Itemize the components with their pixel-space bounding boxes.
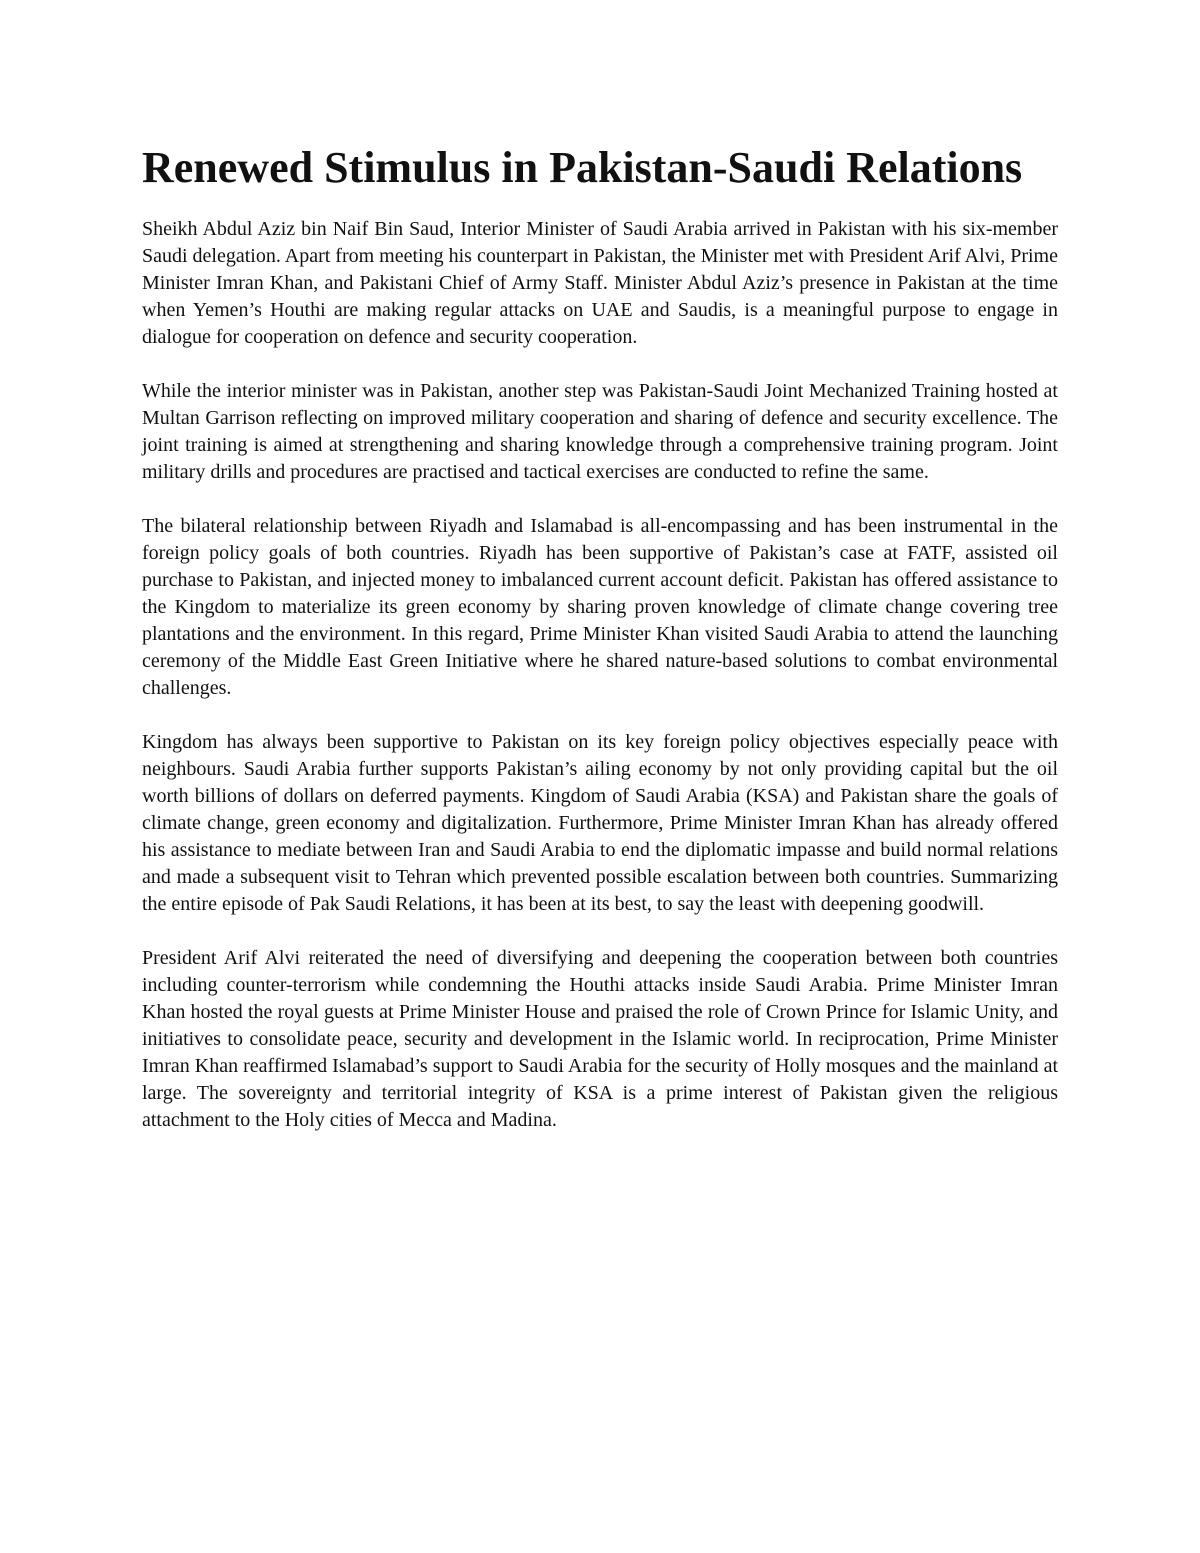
paragraph-3: The bilateral relationship between Riyadh and Islamabad is all-encompassing and has been instrumental in the foreign policy goals of both countries. Riyadh has been supportive of Pakistan’s case at FATF, assisted oil purchase to Pakistan, and injected money to imbalanced current account deficit. Pakistan has offered assistance to the Kingdom to materialize its green economy by sharing proven knowledge of climate change covering tree plantations and the environment. In this regard, Prime Minister Khan visited Saudi Arabia to attend the launching ceremony of the Middle East Green Initiative where he shared nature-based solutions to combat environmental challenges. [142, 515, 1058, 699]
paragraph-5: President Arif Alvi reiterated the need of diversifying and deepening the cooperation between both countries including counter-terrorism while condemning the Houthi attacks inside Saudi Arabia. Prime Minister Imran Khan hosted the royal guests at Prime Minister House and praised the role of Crown Prince for Islamic Unity, and initiatives to consolidate peace, security and development in the Islamic world. In reciprocation, Prime Minister Imran Khan reaffirmed Islamabad’s support to Saudi Arabia for the security of Holly mosques and the mainland at large. The sovereignty and territorial integrity of KSA is a prime interest of Pakistan given the religious attachment to the Holy cities of Mecca and Madina. [142, 947, 1058, 1131]
paragraph-2: While the interior minister was in Pakistan, another step was Pakistan-Saudi Joint Mechanized Training hosted at Multan Garrison reflecting on improved military cooperation and sharing of defence and security excellence. The joint training is aimed at strengthening and sharing knowledge through a comprehensive training program. Joint military drills and procedures are practised and tactical exercises are conducted to refine the same. [142, 380, 1058, 483]
paragraph-4: Kingdom has always been supportive to Pakistan on its key foreign policy objectives especially peace with neighbours. Saudi Arabia further supports Pakistan’s ailing economy by not only providing capital but the oil worth billions of dollars on deferred payments. Kingdom of Saudi Arabia (KSA) and Pakistan share the goals of climate change, green economy and digitalization. Furthermore, Prime Minister Imran Khan has already offered his assistance to mediate between Iran and Saudi Arabia to end the diplomatic impasse and build normal relations and made a subsequent visit to Tehran which prevented possible escalation between both countries. Summarizing the entire episode of Pak Saudi Relations, it has been at its best, to say the least with deepening goodwill. [142, 731, 1058, 915]
paragraph-1: Sheikh Abdul Aziz bin Naif Bin Saud, Interior Minister of Saudi Arabia arrived in Pakistan with his six-member Saudi delegation. Apart from meeting his counterpart in Pakistan, the Minister met with President Arif Alvi, Prime Minister Imran Khan, and Pakistani Chief of Army Staff. Minister Abdul Aziz’s presence in Pakistan at the time when Yemen’s Houthi are making regular attacks on UAE and Saudis, is a meaningful purpose to engage in dialogue for cooperation on defence and security cooperation. [142, 218, 1058, 348]
document-page [142, 140, 1058, 1134]
document-title: Renewed Stimulus in Pakistan-Saudi Relations [142, 143, 1023, 192]
